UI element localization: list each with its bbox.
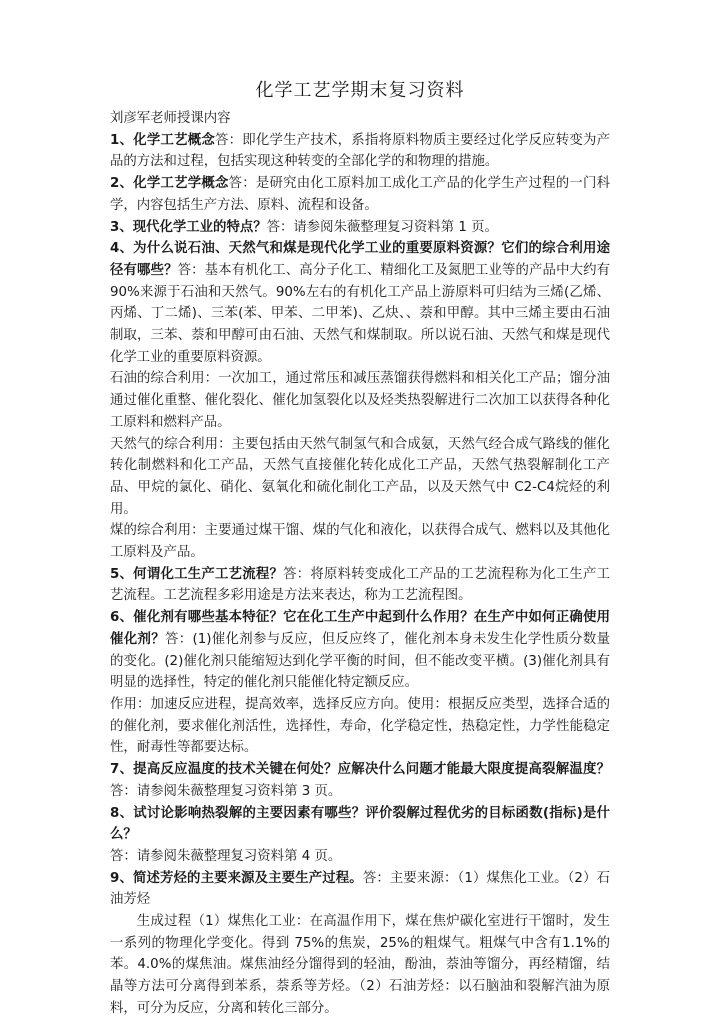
paragraph-q3 (110, 217, 610, 239)
answer-4: 答：基本有机化工、高分子化工、精细化工及氮肥工业等的产品中大约有 90%来源于石油和天然气。90%左右的有机化工产品上游原料可归结为三烯(乙烯、丙烯、丁二烯)、三苯(苯、甲苯、二甲苯)、乙炔、、萘和甲醇。其中三烯主要由石油制取，三苯、萘和甲醇可由石油、天然气和煤制取。所以说石油、天然气和煤是现代化学工业的重要原料资源。 (110, 262, 611, 365)
paragraph-q6 (110, 607, 610, 694)
answer-3: 答：请参阅朱薇整理复习资料第 1 页。 (266, 219, 498, 235)
question-6: 6、催化剂有哪些基本特征？它在化工生产中起到什么作用？在生产中如何正确使用催化剂？ (110, 610, 610, 647)
answer-1: 答：即化学生产技术，系指将原料物质主要经过化学反应转变为产品的方法和过程，包括实现这种转变的全部化学的和物理的措施。 (110, 132, 610, 170)
paragraph-q5 (110, 564, 610, 607)
answer-9: 答：主要来源：（1）煤焦化工业。（2）石油芳烃 (110, 870, 610, 908)
paragraph-natural-gas: 天然气的综合利用：主要包括由天然气制氢气和合成氨，天然气经合成气路线的催化转化制燃料和化工产品，天然气直接催化转化成化工产品，天然气热裂解制化工产品、甲烷的氯化、硝化、氨氧化和硫化制化工产品，以及天然气中 C2-C4烷烃的利用。 (110, 436, 610, 517)
question-7: 7、提高反应温度的技术关键在何处？应解决什么问题才能最大限度提高裂解温度？ (110, 762, 610, 778)
answer-5: 答：将原料转变成化工产品的工艺流程称为化工生产工艺流程。工艺流程多彩用途是方法来表达，称为工艺流程图。 (110, 566, 610, 604)
answer-2: 答：是研究由化工原料加工成化工产品的化学生产过程的一门科学，内容包括生产方法、原料、流程和设备。 (110, 176, 611, 213)
author-line: 刘彦军老师授课内容 (110, 111, 231, 126)
question-2: 2、化学工艺学概念 (110, 176, 229, 192)
paragraph-q7 (110, 759, 610, 802)
answer-7: 答：请参阅朱薇整理复习资料第 3 页。 (110, 783, 342, 799)
page-title: 化学工艺学期末复习资料 (255, 80, 465, 101)
paragraph-coal: 煤的综合利用：主要通过煤干馏、煤的气化和液化，以获得合成气、燃料以及其他化工原料及产品。 (110, 523, 610, 561)
document-body (110, 108, 610, 1020)
question-4: 4、为什么说石油、天然气和煤是现代化学工业的重要原料资源？它们的综合利用途径有哪些？ (110, 241, 610, 278)
paragraph-aromatics-process: 生成过程（1）煤焦化工业：在高温作用下，煤在焦炉碳化室进行干馏时，发生一系列的物理化学变化。得到 75%的焦炭，25%的粗煤气。粗煤气中含有1.1%的苯。4.0%的煤焦油。煤焦油经分馏得到的轻油，酚油，萘油等馏分，再经精馏，结晶等方法可分离得到苯系，萘系等芳烃。（2）石油芳烃：以石脑油和裂解汽油为原料，可分为反应，分离和转化三部分。 (110, 914, 610, 1016)
paragraph-q2 (110, 173, 610, 216)
answer-6: 答：(1)催化剂参与反应，但反应终了，催化剂本身未发生化学性质分数量的变化。(2)催化剂只能缩短达到化学平衡的时间，但不能改变平横。(3)催化剂具有明显的选择性，特定的催化剂只能催化特定额反应。 (110, 631, 611, 691)
question-1: 1、化学工艺概念 (110, 132, 215, 148)
paragraph-q4 (110, 238, 610, 368)
paragraph-q1 (110, 130, 610, 173)
question-9: 9、简述芳烃的主要来源及主要生产过程。 (110, 870, 363, 886)
paragraph-petroleum: 石油的综合利用：一次加工，通过常压和减压蒸馏获得燃料和相关化工产品；馏分油通过催化重整、催化裂化、催化加氢裂化以及烃类热裂解进行二次加工以获得各种化工原料和燃料产品。 (110, 371, 610, 430)
paragraph-q8 (110, 803, 610, 846)
question-5: 5、何谓化工生产工艺流程？ (110, 566, 284, 582)
question-3: 3、现代化学工业的特点？ (110, 219, 267, 235)
paragraph-q9 (110, 868, 610, 911)
answer-8: 答：请参阅朱薇整理复习资料第 4 页。 (110, 848, 342, 864)
question-8: 8、试讨论影响热裂解的主要因素有哪些？评价裂解过程优劣的目标函数(指标)是什么？ (110, 805, 610, 843)
paragraph-catalyst-usage: 作用：加速反应进程，提高效率，选择反应方向。使用：根据反应类型，选择合适的的催化剂，要求催化剂活性，选择性，寿命，化学稳定性，热稳定性，力学性能稳定性，耐毒性等都要达标。 (110, 696, 610, 756)
